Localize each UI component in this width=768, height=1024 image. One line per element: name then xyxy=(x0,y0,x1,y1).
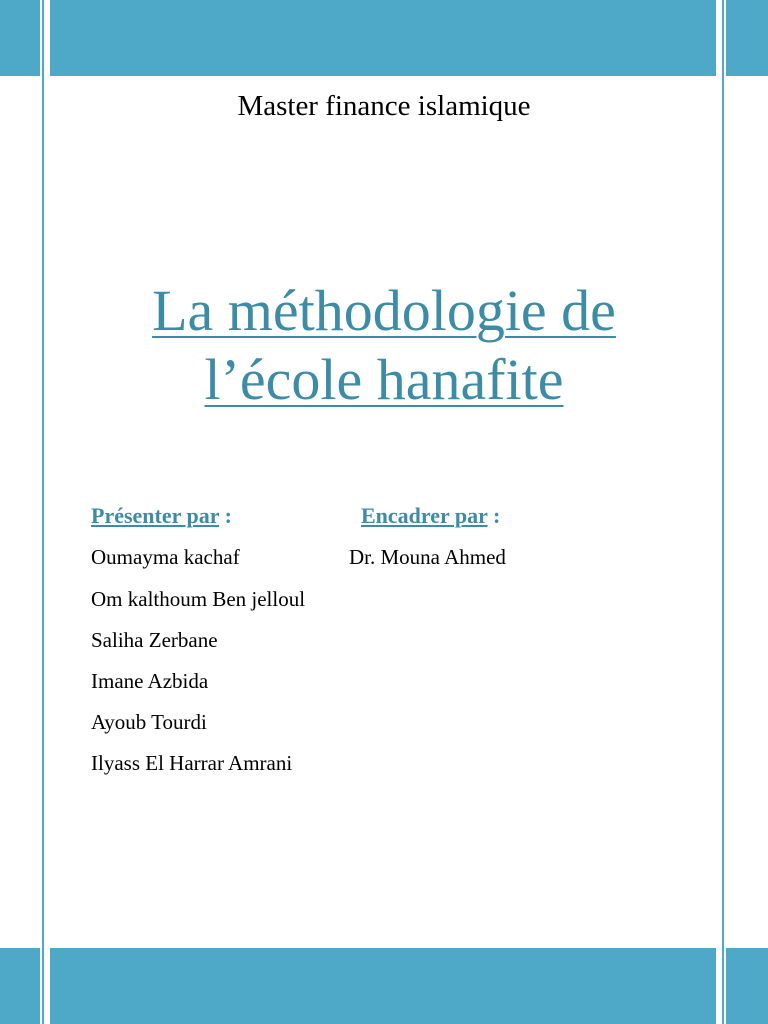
program-name: Master finance islamique xyxy=(237,90,531,122)
bottom-band-center xyxy=(50,948,716,1024)
bottom-band-right xyxy=(726,948,768,1024)
supervised-by-heading xyxy=(361,502,500,530)
presented-by-colon: : xyxy=(224,503,232,528)
presented-by-heading xyxy=(91,502,232,530)
student-name: Imane Azbida xyxy=(91,669,209,693)
document-title xyxy=(0,276,768,414)
bottom-band-left xyxy=(0,948,40,1024)
title-line-1: La méthodologie de xyxy=(152,278,616,343)
supervisor-name: Dr. Mouna Ahmed xyxy=(349,545,506,569)
left-border-line xyxy=(42,0,44,1024)
supervised-by-label: Encadrer par xyxy=(361,503,488,528)
presented-by-label: Présenter par xyxy=(91,503,220,528)
student-name: Ilyass El Harrar Amrani xyxy=(91,751,293,775)
right-border-line xyxy=(722,0,724,1024)
top-band-left xyxy=(0,0,40,76)
top-band-right xyxy=(726,0,768,76)
top-band-center xyxy=(50,0,716,76)
student-name: Om kalthoum Ben jelloul xyxy=(91,587,306,611)
title-line-2: l’école hanafite xyxy=(204,347,564,412)
student-name: Oumayma kachaf xyxy=(91,545,240,569)
supervised-by-colon: : xyxy=(493,503,501,528)
student-name: Ayoub Tourdi xyxy=(91,710,207,734)
student-name: Saliha Zerbane xyxy=(91,628,218,652)
